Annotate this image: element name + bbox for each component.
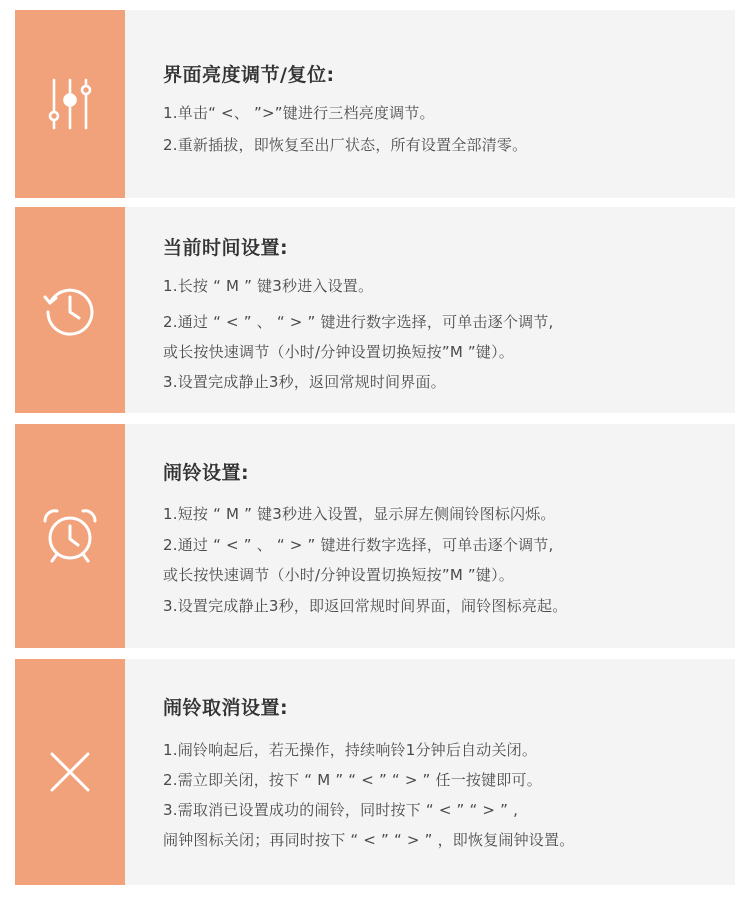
instruction-line: 2.重新插拔，即恢复至出厂状态，所有设置全部清零。 bbox=[163, 136, 528, 154]
clock-history-icon bbox=[41, 281, 99, 339]
section-title: 闹铃设置: bbox=[163, 462, 250, 484]
instruction-line: 2.需立即关闭，按下 “ M ” “ < ” “ > ” 任一按键即可。 bbox=[163, 771, 542, 789]
instruction-line: 闹钟图标关闭；再同时按下 “ < ” “ > ” ，即恢复闹钟设置。 bbox=[163, 831, 575, 849]
section-content bbox=[163, 207, 725, 413]
instruction-line: 1.单击“ <、 ”>”键进行三档亮度调节。 bbox=[163, 104, 435, 122]
section-icon-panel bbox=[15, 659, 125, 885]
section-content bbox=[163, 10, 725, 198]
section-icon-panel bbox=[15, 10, 125, 198]
instruction-line: 1.长按 “ M ” 键3秒进入设置。 bbox=[163, 277, 374, 295]
instruction-line: 或长按快速调节（小时/分钟设置切换短按”M ”键）。 bbox=[163, 566, 515, 584]
section-title: 界面亮度调节/复位: bbox=[163, 64, 335, 86]
section-icon-panel bbox=[15, 207, 125, 413]
instruction-line: 或长按快速调节（小时/分钟设置切换短按”M ”键）。 bbox=[163, 343, 515, 361]
instruction-line: 3.需取消已设置成功的闹铃，同时按下 “ < ” “ > ” , bbox=[163, 801, 519, 819]
section-alarm-cancel bbox=[15, 659, 735, 885]
instruction-line: 3.设置完成静止3秒，即返回常规时间界面，闹铃图标亮起。 bbox=[163, 597, 568, 615]
instruction-line: 1.闹铃响起后，若无操作，持续响铃1分钟后自动关闭。 bbox=[163, 741, 538, 759]
instruction-line: 3.设置完成静止3秒，返回常规时间界面。 bbox=[163, 373, 446, 391]
sliders-icon bbox=[47, 76, 93, 132]
instruction-line: 1.短按 “ M ” 键3秒进入设置，显示屏左侧闹铃图标闪烁。 bbox=[163, 505, 556, 523]
section-brightness bbox=[15, 10, 735, 198]
alarm-clock-icon bbox=[40, 507, 100, 565]
section-content bbox=[163, 659, 725, 885]
section-icon-panel bbox=[15, 424, 125, 648]
section-content bbox=[163, 424, 725, 648]
instruction-line: 2.通过 “ < ” 、 “ > ” 键进行数字选择，可单击逐个调节, bbox=[163, 313, 554, 331]
section-time-setting bbox=[15, 207, 735, 413]
section-alarm-setting bbox=[15, 424, 735, 648]
section-title: 当前时间设置: bbox=[163, 237, 289, 259]
section-title: 闹铃取消设置: bbox=[163, 697, 289, 719]
close-icon bbox=[48, 750, 92, 794]
instruction-line: 2.通过 “ < ” 、 “ > ” 键进行数字选择，可单击逐个调节, bbox=[163, 536, 554, 554]
